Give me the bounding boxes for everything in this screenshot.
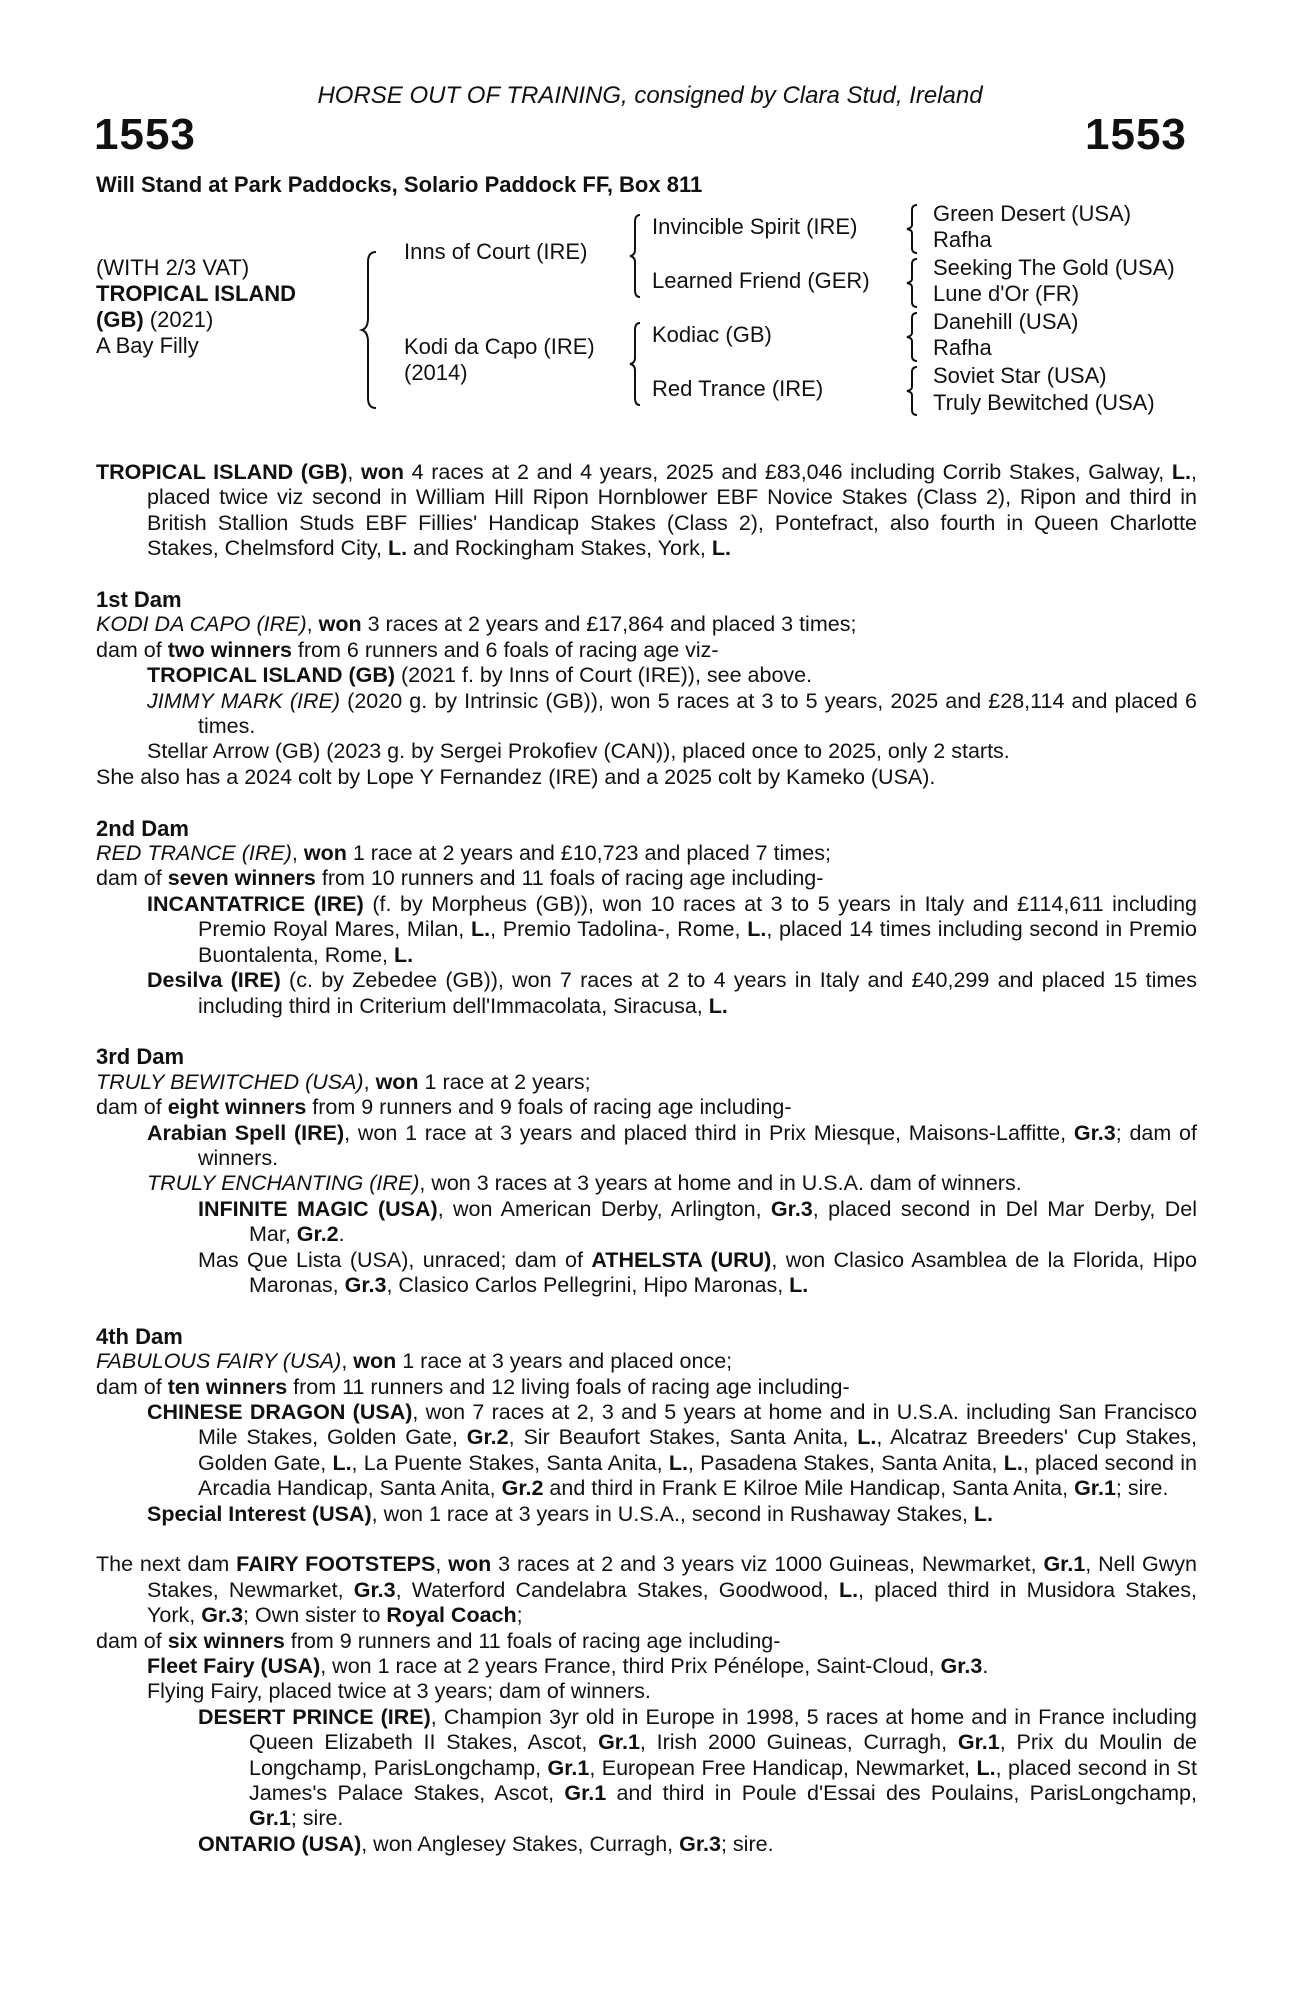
consignment-line: HORSE OUT OF TRAINING, consigned by Clara Stud, Ireland [317, 82, 983, 109]
text-run: and third in Poule d'Essai des Poulains, ParisLongchamp, [606, 1781, 1197, 1806]
pedigree-entry [96, 1679, 1197, 1704]
text-run: , Irish 2000 Guineas, Curragh, [639, 1730, 958, 1755]
text-run: , European Free Handicap, Newmarket, [589, 1755, 977, 1780]
horse-name: TROPICAL ISLAND [96, 281, 297, 306]
text-run: dam of [96, 1095, 168, 1120]
bold-text: L. [708, 993, 728, 1018]
stabling-location: Will Stand at Park Paddocks, Solario Paddock FF, Box 811 [96, 172, 703, 197]
text-run: from 6 runners and 6 foals of racing age viz- [291, 637, 719, 662]
bold-text: TROPICAL ISLAND (GB) [147, 663, 396, 688]
bold-text: L. [973, 1501, 994, 1526]
bold-text: L. [1003, 1450, 1023, 1475]
bold-text: Gr.1 [547, 1755, 590, 1780]
section-2nd-dam [96, 816, 1197, 1019]
pedigree-entry [96, 689, 1197, 740]
text-run: 3 races at 2 years and £17,864 and placed 3 times; [361, 612, 857, 637]
text-run: , [291, 841, 304, 866]
bold-text: Gr.1 [249, 1806, 291, 1831]
bold-text: won [448, 1552, 492, 1577]
section-heading: 3rd Dam [96, 1044, 185, 1070]
bold-text: L. [838, 1577, 859, 1602]
text-run: , won 1 race at 3 years and placed third in Prix Miesque, Maisons-Laffitte, [344, 1120, 1074, 1145]
bold-text: L. [857, 1425, 877, 1450]
pedigree-brace [362, 250, 382, 410]
text-run: , won American Derby, Arlington, [437, 1196, 771, 1221]
text-run: , Sir Beaufort Stakes, Santa Anita, [508, 1425, 858, 1450]
grandsire-2: Kodiac (GB) [652, 322, 772, 347]
text-run: 3 races at 2 and 3 years viz 1000 Guineas, Newmarket, [491, 1552, 1044, 1577]
bold-text: Special Interest (USA) [147, 1501, 372, 1526]
text-run: from 10 runners and 11 foals of racing age including- [315, 866, 824, 891]
text-run: ; sire. [720, 1831, 774, 1856]
pedigree-entry [96, 663, 1197, 688]
pedigree-entry [96, 1375, 1197, 1400]
pedigree-entry [96, 1832, 1197, 1857]
bold-text: eight winners [167, 1095, 307, 1120]
bold-text: TROPICAL ISLAND (GB) [96, 460, 348, 484]
bold-text: Gr.3 [940, 1654, 983, 1679]
text-run: from 9 runners and 9 foals of racing age including- [306, 1095, 792, 1120]
bold-text: Gr.1 [564, 1781, 607, 1806]
text-run: , Prix du Moulin de Longchamp, ParisLongchamp, [249, 1730, 1197, 1780]
text-run: ; [516, 1603, 523, 1628]
pedigree-brace [907, 204, 921, 254]
italic-text: JIMMY MARK (IRE) [147, 688, 341, 713]
ancestor-4: Lune d'Or (FR) [933, 281, 1080, 306]
bold-text: INFINITE MAGIC (USA) [198, 1196, 438, 1221]
italic-text: FABULOUS FAIRY (USA) [96, 1349, 342, 1374]
bold-text: FAIRY FOOTSTEPS [236, 1552, 436, 1577]
bold-text: L. [332, 1450, 352, 1475]
horse-year: (2021) [143, 307, 214, 332]
bold-text: Gr.1 [957, 1730, 1000, 1755]
vat-note: (WITH 2/3 VAT) [96, 255, 250, 280]
bold-text: L. [976, 1755, 996, 1780]
pedigree-entry [96, 612, 1197, 637]
bold-text: Gr.1 [1043, 1552, 1086, 1577]
text-run: , won 3 races at 3 years at home and in U.S.A. dam of winners. [419, 1171, 1022, 1196]
dam-name: Kodi da Capo (IRE) [404, 334, 595, 359]
text-run: 1 race at 2 years; [418, 1069, 591, 1094]
text-run: and third in Frank E Kilroe Mile Handicap, Santa Anita, [543, 1476, 1075, 1501]
ancestor-7: Soviet Star (USA) [933, 363, 1107, 388]
section-1st-dam [96, 587, 1197, 790]
text-run: , La Puente Stakes, Santa Anita, [351, 1450, 669, 1475]
section-4th-dam [96, 1324, 1197, 1527]
pedigree-brace [630, 214, 644, 298]
pedigree-entry [96, 968, 1197, 1019]
catalogue-body [96, 460, 1197, 1857]
text-run: , placed second in St James's Palace Stakes, Ascot, [249, 1755, 1197, 1806]
pedigree-entry [96, 638, 1197, 663]
text-run: , [347, 460, 361, 484]
text-run: ; dam of winners. [198, 1120, 1197, 1170]
text-run: 1 race at 2 years and £10,723 and placed 7 times; [346, 841, 831, 866]
pedigree-entry [96, 1121, 1197, 1172]
italic-text: RED TRANCE (IRE) [96, 841, 292, 866]
section-heading: 2nd Dam [96, 815, 189, 841]
text-run: . [982, 1654, 989, 1679]
granddam-2: Red Trance (IRE) [652, 376, 824, 401]
bold-text: L. [747, 917, 767, 942]
granddam-1: Learned Friend (GER) [652, 268, 870, 293]
text-run: , Waterford Candelabra Stakes, Goodwood, [395, 1577, 839, 1602]
section-heading: 4th Dam [96, 1323, 183, 1349]
bold-text: seven winners [167, 866, 316, 891]
bold-text: L. [668, 1450, 688, 1475]
pedigree-entry [96, 1705, 1197, 1832]
bold-text: Gr.3 [344, 1272, 387, 1297]
text-run: The next dam [96, 1552, 237, 1577]
text-run: (c. by Zebedee (GB)), won 7 races at 2 to 4 years in Italy and £40,299 and placed 15 times including third in Criterium dell'Immacolata, Siracusa, [198, 968, 1197, 1018]
bold-text: won [303, 841, 347, 866]
pedigree-brace [907, 258, 921, 308]
text-run: , won 1 race at 2 years France, third Prix Pénélope, Saint-Cloud, [320, 1654, 941, 1679]
text-run: , won 1 race at 3 years in U.S.A., second in Rushaway Stakes, [371, 1501, 974, 1526]
text-run: Flying Fairy, placed twice at 3 years; dam of winners. [147, 1679, 651, 1704]
ancestor-6: Rafha [933, 335, 992, 360]
dam-year: (2014) [404, 360, 468, 385]
text-run: , placed twice viz second in William Hill Ripon Hornblower EBF Novice Stakes (Class 2), Ripon and third in British Stallion Studs EBF Fillies' Handicap Stakes (Class 2), Pontefract, also fourth in Queen Charlotte Stakes, Chelmsford City, [147, 460, 1197, 561]
pedigree-entry [96, 892, 1197, 968]
text-run: dam of [96, 866, 168, 891]
bold-text: CHINESE DRAGON (USA) [147, 1399, 413, 1424]
pedigree-entry [96, 765, 1197, 790]
bold-text: Desilva (IRE) [147, 968, 281, 993]
pedigree-entry [96, 1070, 1197, 1095]
horse-info [96, 255, 296, 359]
section [96, 1552, 1197, 1857]
text-run: (f. by Morpheus (GB)), won 10 races at 3 to 5 years in Italy and £114,611 including Premio Royal Mares, Milan, [198, 891, 1197, 942]
bold-text: INCANTATRICE (IRE) [147, 891, 364, 916]
text-run: , [306, 612, 319, 637]
ancestor-5: Danehill (USA) [933, 309, 1079, 334]
bold-text: L. [789, 1272, 809, 1297]
section [96, 460, 1197, 562]
text-run: . [338, 1222, 345, 1247]
bold-text: L. [471, 917, 491, 942]
pedigree-entry [96, 1171, 1197, 1196]
bold-text: Gr.2 [466, 1425, 509, 1450]
text-run: , won Clasico Asamblea de la Florida, Hipo Maronas, [249, 1247, 1197, 1297]
text-run: , Nell Gwyn Stakes, Newmarket, [147, 1552, 1198, 1602]
ancestor-8: Truly Bewitched (USA) [933, 390, 1155, 415]
text-run: Stellar Arrow (GB) (2023 g. by Sergei Prokofiev (CAN)), placed once to 2025, only 2 starts. [147, 739, 1010, 764]
italic-text: TRULY ENCHANTING (IRE) [147, 1171, 420, 1196]
pedigree-brace [630, 322, 644, 406]
italic-text: KODI DA CAPO (IRE) [96, 612, 307, 637]
bold-text: Gr.3 [770, 1196, 813, 1221]
pedigree-entry [96, 1349, 1197, 1374]
bold-text: Fleet Fairy (USA) [147, 1654, 321, 1679]
text-run: ; sire. [1115, 1476, 1169, 1501]
bold-text: L. [1171, 460, 1192, 484]
text-run: , won 7 races at 2, 3 and 5 years at home and in U.S.A. including San Francisco Mile Stakes, Golden Gate, [198, 1399, 1197, 1450]
bold-text: Arabian Spell (IRE) [147, 1120, 345, 1145]
text-run: , placed second in Del Mar Derby, Del Mar, [249, 1196, 1197, 1247]
bold-text: won [353, 1349, 397, 1374]
bold-text: L. [394, 942, 414, 967]
bold-text: ten winners [167, 1374, 288, 1399]
text-run: She also has a 2024 colt by Lope Y Fernandez (IRE) and a 2025 colt by Kameko (USA). [96, 764, 936, 789]
text-run: , Premio Tadolina-, Rome, [490, 917, 748, 942]
bold-text: L. [711, 536, 731, 561]
text-run: 4 races at 2 and 4 years, 2025 and £83,046 including Corrib Stakes, Galway, [403, 460, 1172, 484]
bold-text: ATHELSTA (URU) [591, 1247, 772, 1272]
lot-number-left: 1553 [94, 110, 196, 159]
text-run: 1 race at 3 years and placed once; [396, 1349, 733, 1374]
pedigree-entry [96, 1095, 1197, 1120]
bold-text: six winners [167, 1628, 285, 1653]
pedigree-entry [96, 460, 1197, 562]
text-run: ; Own sister to [243, 1603, 387, 1628]
bold-text: Gr.3 [353, 1577, 396, 1602]
bold-text: Gr.3 [679, 1831, 721, 1856]
text-run: , Alcatraz Breeders' Cup Stakes, Golden Gate, [198, 1425, 1197, 1475]
pedigree-entry [96, 1654, 1197, 1679]
bold-text: won [375, 1069, 419, 1094]
text-run: (2020 g. by Intrinsic (GB)), won 5 races at 3 to 5 years, 2025 and £28,114 and placed 6 times. [198, 688, 1198, 739]
bold-text: won [318, 612, 362, 637]
pedigree-brace [907, 366, 921, 416]
section-heading: 1st Dam [96, 587, 182, 613]
bold-text: Royal Coach [386, 1603, 517, 1628]
italic-text: TRULY BEWITCHED (USA) [96, 1069, 364, 1094]
pedigree-entry [96, 1248, 1197, 1299]
text-run: (2021 f. by Inns of Court (IRE)), see above. [395, 663, 813, 688]
text-run: , [341, 1349, 354, 1374]
bold-text: Gr.3 [1073, 1120, 1116, 1145]
horse-description: A Bay Filly [96, 333, 199, 358]
text-run: dam of [96, 1374, 168, 1399]
bold-text: Gr.2 [501, 1476, 544, 1501]
bold-text: two winners [167, 637, 292, 662]
text-run: , placed second in Arcadia Handicap, Santa Anita, [198, 1450, 1197, 1501]
text-run: , [435, 1552, 449, 1577]
text-run: , Pasadena Stakes, Santa Anita, [687, 1450, 1004, 1475]
pedigree-brace [907, 312, 921, 362]
text-run: dam of [96, 1628, 168, 1653]
pedigree-entry [96, 1400, 1197, 1502]
ancestor-1: Green Desert (USA) [933, 201, 1132, 226]
bold-text: Gr.1 [1074, 1476, 1116, 1501]
pedigree-entry [96, 1502, 1197, 1527]
grandsire-1: Invincible Spirit (IRE) [652, 214, 858, 239]
pedigree-entry [96, 1552, 1197, 1628]
text-run: , [363, 1069, 376, 1094]
pedigree-entry [96, 739, 1197, 764]
sire: Inns of Court (IRE) [404, 239, 588, 264]
ancestor-2: Rafha [933, 227, 992, 252]
section-3rd-dam [96, 1044, 1197, 1298]
bold-text: Gr.2 [296, 1222, 339, 1247]
text-run: , Clasico Carlos Pellegrini, Hipo Maronas, [386, 1272, 790, 1297]
text-run: , won Anglesey Stakes, Curragh, [361, 1831, 680, 1856]
text-run: , Champion 3yr old in Europe in 1998, 5 races at home and in France including Queen Elizabeth II Stakes, Ascot, [249, 1704, 1197, 1755]
dam [404, 334, 595, 386]
text-run: ; sire. [290, 1806, 344, 1831]
text-run: , placed third in Musidora Stakes, York, [147, 1577, 1197, 1628]
text-run: from 11 runners and 12 living foals of racing age including- [287, 1374, 850, 1399]
text-run: , placed 14 times including second in Premio Buontalenta, Rome, [198, 917, 1197, 967]
bold-text: DESERT PRINCE (IRE) [198, 1704, 431, 1729]
pedigree-entry [96, 866, 1197, 891]
pedigree-entry [96, 841, 1197, 866]
bold-text: won [360, 460, 404, 484]
lot-number-right: 1553 [1085, 110, 1187, 159]
text-run: from 9 runners and 11 foals of racing age including- [284, 1628, 781, 1653]
bold-text: ONTARIO (USA) [198, 1831, 362, 1856]
pedigree-entry [96, 1629, 1197, 1654]
bold-text: L. [387, 536, 408, 561]
pedigree-entry [96, 1197, 1197, 1248]
bold-text: Gr.3 [201, 1603, 244, 1628]
bold-text: Gr.1 [598, 1730, 640, 1755]
text-run: Mas Que Lista (USA), unraced; dam of [198, 1247, 592, 1272]
text-run: and Rockingham Stakes, York, [407, 536, 712, 561]
ancestor-3: Seeking The Gold (USA) [933, 255, 1175, 280]
text-run: dam of [96, 637, 168, 662]
horse-country: (GB) [96, 307, 144, 332]
